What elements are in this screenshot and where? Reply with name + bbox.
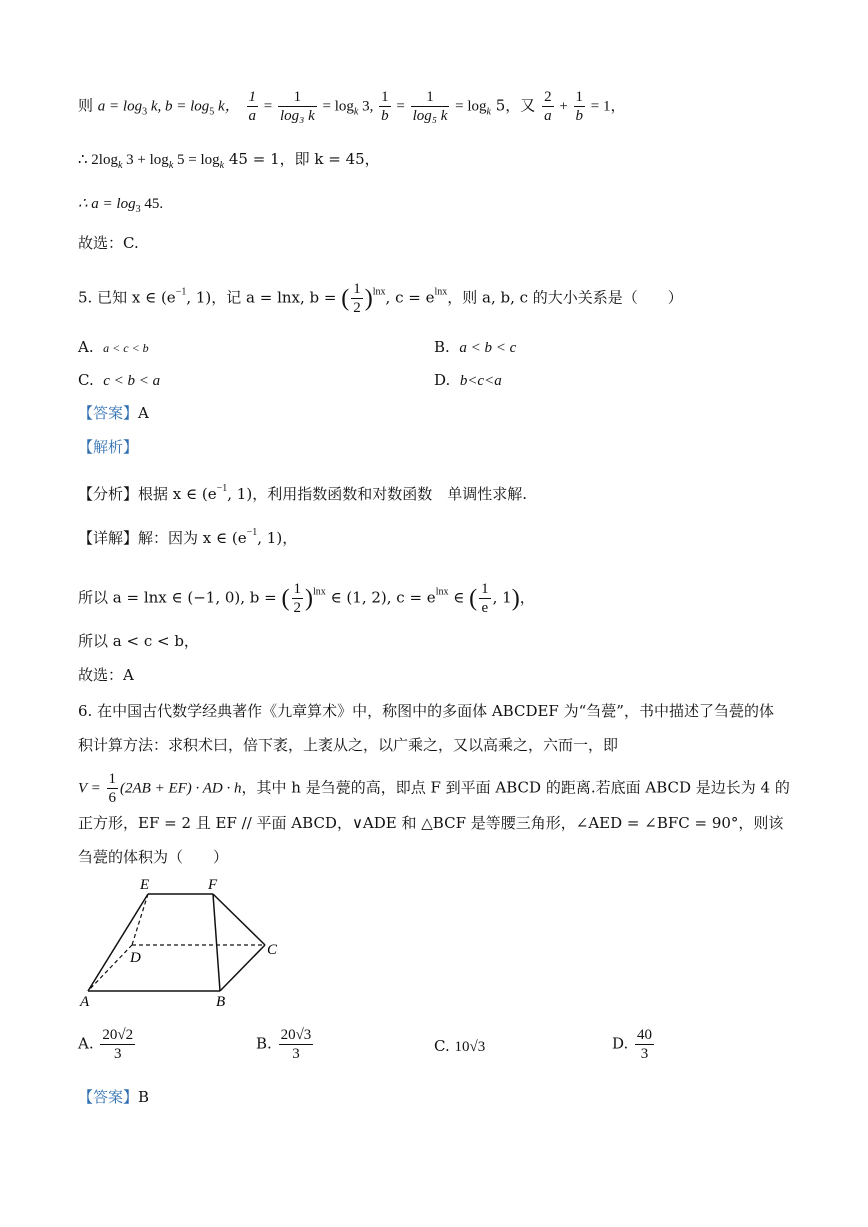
analysis-tag: 【解析】 [78, 438, 139, 456]
label-e: E [140, 877, 150, 893]
solution-line-3: ∴ $a = \log_3 45$. [78, 196, 164, 215]
fraction: $\frac{2}{a}$ [544, 89, 552, 124]
fraction: $\frac{1}{b}$ [381, 89, 389, 124]
option-c[interactable]: C. c < b < a [78, 371, 161, 389]
fraction: $\frac{1}{a}$ [248, 89, 256, 124]
solution-choice: 故选：C. [78, 234, 139, 252]
option-b[interactable]: B. a < b < c [434, 338, 517, 356]
fraction: $\frac{20√3}{3}$ [280, 1027, 312, 1062]
question-5-stem: 5. 已知 x ∈ ($e^{-1}$, 1)，记 a = lnx, b = ( $\frac{1}{2}$ )$^{lnx}$, $c = e^{lnx}$，则 a, b, c 的大小关系是（ ） [78, 281, 683, 316]
fenxi-line: 【分析】根据 x ∈ ($e^{-1}$, 1)，利用指数函数和对数函数 单调性求解. [78, 483, 527, 503]
label-d: D [130, 950, 141, 966]
answer-value: B [138, 1088, 150, 1106]
suoyi2-line: 所以 a < c < b， [78, 632, 199, 650]
suoyi-line: 所以 a = lnx ∈ (−1, 0), b = ( $\frac{1}{2}$ )$^{lnx}$ ∈ (1, 2), $c = e^{lnx}$ ∈ ( $\frac{1}{e}$ , 1)， [78, 581, 535, 616]
option-a[interactable]: A. a < c < b [78, 338, 149, 356]
option-d[interactable]: D. b<c<a [434, 371, 502, 389]
label-a: A [80, 994, 90, 1010]
label-f: F [208, 877, 218, 893]
question-6-line-1: 6. 在中国古代数学经典著作《九章算术》中，称图中的多面体 ABCDEF 为“刍甍”，书中描述了刍甍的体 [78, 702, 774, 720]
q6-option-d[interactable]: D. $\frac{40}{3}$ [612, 1027, 653, 1062]
fraction: $\frac{1}{\text{log₅ k}}$ [412, 89, 448, 124]
answer-tag: 【答案】 [78, 1088, 139, 1106]
question-6-line-4: 正方形，EF = 2 且 EF // 平面 ABCD，∨ADE 和 △BCF 是等腰三角形，∠AED = ∠BFC = 90°，则该 [78, 814, 784, 832]
solution-line-1: 则 $a = \log_3 k$, $b = \log_5 k$， $\frac{1}{a}$ = $\frac{1}{\text{log₃ k}}$ = $\log_k 3$, $\frac{1}{b}$ = $\frac{1}{\text{log₅ k}}$ = $\log_k 5$，又 $\frac{2}{a}$ + $\frac{1}{b}$ = 1， [78, 89, 626, 124]
q6-answer-line [78, 1086, 149, 1108]
q6-option-b[interactable]: B. $\frac{20√3}{3}$ [256, 1027, 312, 1062]
label-b: B [216, 994, 226, 1010]
answer-value: A [138, 404, 149, 422]
fraction: $\frac{1}{6}$ [108, 771, 117, 806]
fraction: $\frac{1}{2}$ [353, 281, 361, 316]
fraction: $\frac{40}{3}$ [637, 1027, 653, 1062]
fraction: $\frac{1}{b}$ [575, 89, 584, 124]
answer-line [78, 402, 149, 424]
q6-option-c[interactable]: C. 10√3 [434, 1037, 486, 1055]
question-6-line-3: V = $\frac{1}{6}$ (2AB + EF) · AD · h，其中 h 是刍甍的高，即点 F 到平面 ABCD 的距离.若底面 ABCD 是边长为 4 的 [78, 771, 790, 806]
label-c: C [267, 942, 278, 958]
answer-tag: 【答案】 [78, 404, 139, 422]
solution-line-2: ∴ $2\log_k$ $3 + \log_k 5 = \log_k 45 = 1$，即 k = 45， [78, 150, 380, 171]
xiangjie-line: 【详解】解：因为 x ∈ ($e^{-1}$, 1)， [78, 527, 298, 547]
question-6-line-2: 积计算方法：求积术曰，倍下袤，上袤从之，以广乘之，又以高乘之，六而一，即 [78, 736, 619, 754]
q6-option-a[interactable]: A. $\frac{20√2}{3}$ [78, 1027, 134, 1062]
polyhedron-figure [70, 870, 300, 1015]
fraction: $\frac{1}{2}$ [293, 581, 302, 616]
fraction: $\frac{20√2}{3}$ [102, 1027, 134, 1062]
fraction: $\frac{1}{\text{log₃ k}}$ [279, 89, 315, 124]
question-6-line-5: 刍甍的体积为（ ） [78, 848, 229, 866]
q5-choice: 故选：A [78, 666, 134, 684]
fraction: $\frac{1}{e}$ [481, 581, 489, 616]
